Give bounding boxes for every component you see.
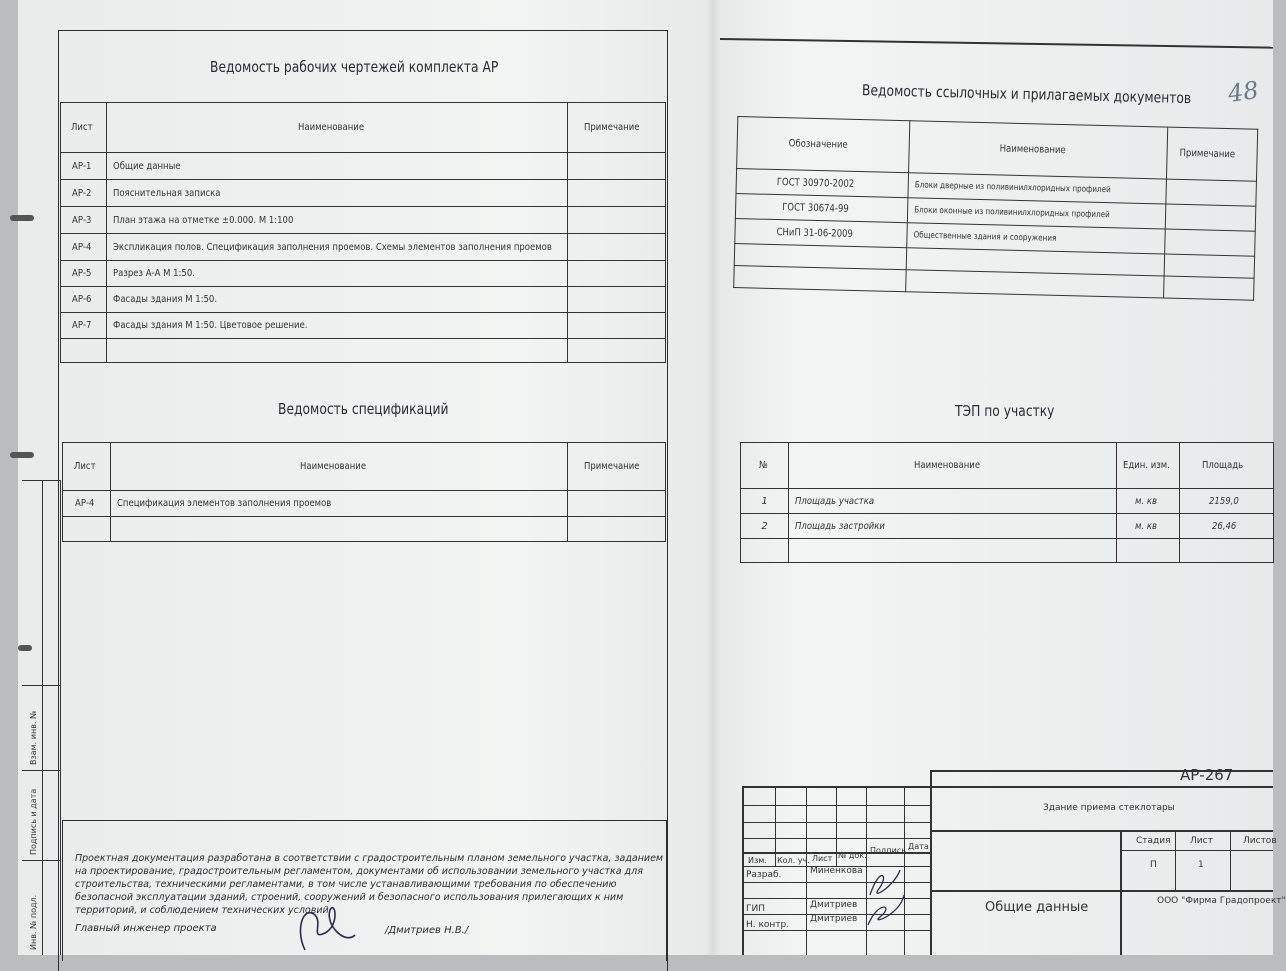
header-sheet: Лист: [63, 443, 111, 491]
header-number: №: [741, 443, 789, 489]
handwritten-page-number: 48: [1226, 76, 1261, 108]
side-label-sign-date: Подпись и дата: [29, 788, 38, 855]
developer-name: Миненкова: [810, 866, 863, 876]
table-row: АР-4 Спецификация элементов заполнения проемов: [63, 491, 666, 517]
table-row: АР-4 Экспликация полов. Спецификация заполнения проемов. Схемы элементов заполнения проемов: [61, 234, 666, 261]
tep-table: [740, 442, 1274, 563]
header-name: Наименование: [909, 121, 1168, 179]
role-developer: Разраб.: [746, 870, 782, 880]
col-header-date: Дата: [908, 842, 929, 851]
header-designation: Обозначение: [737, 117, 910, 173]
sheets-label: Листов: [1243, 836, 1277, 846]
table-row: 2 Площадь застройки м. кв 26,46: [741, 514, 1274, 539]
table-header-row: [741, 443, 1274, 489]
sheet-title: Общие данные: [985, 900, 1089, 915]
norm-control-name: Дмитриев: [810, 914, 858, 924]
project-code: АР-267: [1180, 766, 1234, 784]
col-header-sheet: Лист: [812, 854, 833, 863]
header-note: Примечание: [1166, 127, 1257, 181]
refs-table: [733, 116, 1258, 301]
table-header-row: [61, 103, 666, 153]
chief-engineer-name: /Дмитриев Н.В./: [385, 925, 469, 936]
chief-engineer-label: Главный инженер проекта: [75, 923, 217, 934]
header-area: Площадь: [1180, 443, 1274, 489]
side-label-inv-orig: Инв. № подл.: [29, 894, 38, 950]
specs-title: Ведомость спецификаций: [278, 400, 449, 418]
table-row: СНиП 31-06-2009 Общественные здания и сооружения: [735, 219, 1255, 257]
side-label-replace-inv: Взам. инв. №: [29, 710, 38, 765]
table-row: ГОСТ 30674-99 Блоки оконные из поливинилхлоридных профилей: [735, 194, 1255, 232]
table-header-row: [63, 443, 666, 491]
header-name: Наименование: [111, 443, 568, 491]
role-norm-control: Н. контр.: [746, 920, 790, 930]
tep-title: ТЭП по участку: [955, 402, 1055, 420]
header-name: Наименование: [107, 103, 568, 153]
col-header-change: Изм.: [748, 856, 767, 865]
col-header-qty: Кол. уч.: [777, 856, 810, 865]
header-note: Примечание: [568, 103, 666, 153]
col-header-signature: Подпись: [870, 846, 906, 855]
drawings-table: [60, 102, 666, 363]
table-row: АР-2 Пояснительная записка: [61, 180, 666, 207]
table-row: АР-6 Фасады здания М 1:50.: [61, 287, 666, 313]
refs-title: Ведомость ссылочных и прилагаемых документов: [861, 81, 1192, 108]
table-row: АР-1 Общие данные: [61, 153, 666, 180]
role-chief-engineer: ГИП: [746, 904, 765, 914]
table-row: АР-5 Разрез А-А М 1:50.: [61, 261, 666, 287]
table-row: ГОСТ 30970-2002 Блоки дверные из поливинилхлоридных профилей: [736, 169, 1256, 207]
header-sheet: Лист: [61, 103, 107, 153]
table-row-empty: [741, 539, 1274, 563]
header-note: Примечание: [568, 443, 666, 491]
sheet-label: Лист: [1190, 836, 1213, 846]
stamp-signatures: [860, 855, 910, 930]
table-row-empty: [61, 339, 666, 363]
table-row: АР-7 Фасады здания М 1:50. Цветовое решение.: [61, 313, 666, 339]
chief-engineer-stamp-name: Дмитриев: [810, 900, 858, 910]
drawings-title: Ведомость рабочих чертежей комплекта АР: [210, 58, 499, 76]
stage-value: П: [1150, 860, 1157, 870]
page-fold: [706, 0, 720, 955]
table-row-empty: [63, 517, 666, 542]
table-row: 1 Площадь участка м. кв 2159,0: [741, 489, 1274, 514]
col-header-docno: № док.: [838, 851, 867, 860]
binder-ring: [10, 215, 34, 221]
stage-label: Стадия: [1136, 836, 1171, 846]
company-name: ООО "Фирма Градопроект": [1157, 896, 1286, 906]
note-text: Проектная документация разработана в соответствии с градостроительным планом земельного участка, заданием на проектирование, градостроительным регламентом, документами об использовании земельного участка для строительства, техническими регламентами, в том числе устанавливающими требования по обеспечению безопасной эксплуатации зданий, строений, сооружений и безопасного использования прилегающих к ним территорий, и соблюдением технических условий.: [75, 853, 664, 916]
header-unit: Един. изм.: [1117, 443, 1180, 489]
specs-table: [62, 442, 666, 542]
building-name: Здание приема стеклотары: [1043, 803, 1175, 813]
header-name: Наименование: [789, 443, 1117, 489]
table-row: АР-3 План этажа на отметке ±0.000. М 1:100: [61, 207, 666, 234]
engineer-signature: [285, 895, 365, 955]
binder-ring: [10, 452, 34, 458]
sheet-value: 1: [1198, 860, 1204, 870]
side-stamp-strip: [22, 480, 61, 955]
